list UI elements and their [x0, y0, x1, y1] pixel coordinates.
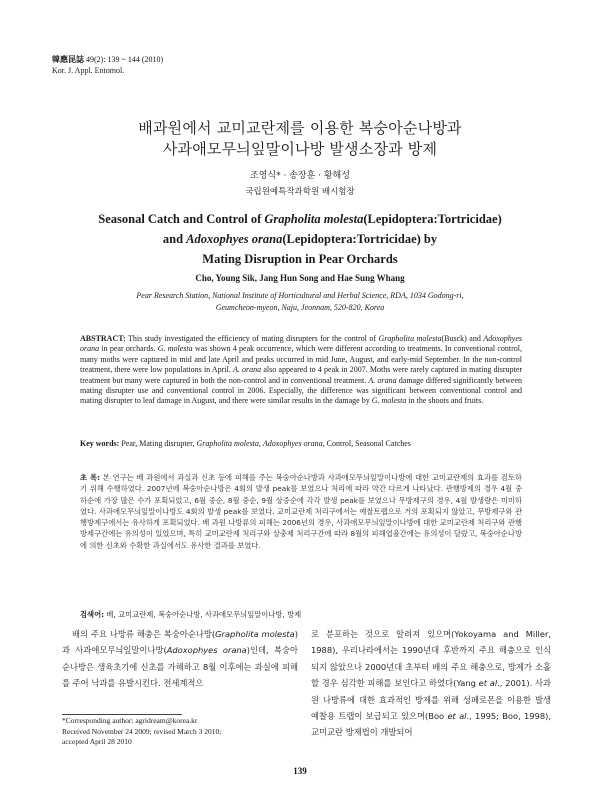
footnote	[62, 716, 298, 748]
korean-title-line1: 배과원에서 교미교란제를 이용한 복숭아순나방과	[138, 119, 462, 137]
journal-header	[52, 54, 163, 76]
journal-volume-line	[52, 54, 163, 65]
korean-affiliation: 국립원예특작과학원 배시험장	[245, 187, 355, 197]
english-affiliation	[0, 290, 600, 314]
keywords-text: , Control, Seasonal Catches	[322, 439, 411, 448]
body-text: 로 분포하는 것으로 알려져 있으며(Yokoyama and Miller, 1988), 우리나라에서는 1990년대 후반까지 주요 해충으로 인식되지 않았으나 2000년대 초부터 배의 주요 해충으로, 방제가 소홀할 경우 심각한 피해를 보인다고 하였다(Yang	[311, 629, 551, 689]
keywords-text: ,	[258, 439, 263, 448]
journal-volume-pages: 49(2): 139 ~ 144 (2010)	[84, 55, 164, 64]
english-title-line2	[0, 229, 600, 249]
english-title-line1	[0, 209, 600, 229]
body-text: 배의 주요 나방류 해충은 복숭아순나방(	[72, 629, 216, 639]
abstract-label: ABSTRACT:	[80, 334, 126, 343]
corresponding-author: *Corresponding author: agridream@korea.kr	[62, 716, 198, 725]
species-name: A. orana	[368, 375, 397, 385]
title-species-name: Adoxophyes orana	[186, 232, 283, 246]
korean-title	[0, 118, 600, 160]
title-text: Seasonal Catch and Control of	[98, 212, 265, 226]
abstract-text: (Busck) and	[441, 334, 484, 343]
keywords-label: Key words:	[80, 439, 120, 448]
citation-et-al: et al	[478, 678, 498, 689]
species-name: Grapholita molesta	[196, 439, 259, 448]
korean-title-line2: 사과애모무늬잎말이나방 발생소장과 방제	[162, 140, 438, 158]
abstract-text: also appeared to 4 peak in 2007. Moths were rarely captured in mating disrupter treatment but many were captured in both the non-control and in conventional treatment.	[80, 365, 523, 385]
english-keywords	[80, 438, 522, 449]
received-date: Received November 24 2009; revised March 3 2010;	[62, 726, 222, 736]
korean-keywords-label: 검색어:	[80, 610, 105, 619]
abstract-text: This study investigated the efficiency of mating disrupters for the control of	[125, 334, 379, 343]
title-species-name: Grapholita molesta	[264, 212, 364, 226]
abstract-text: was shown 4 peak occurrence, which were different according to treatments. In conventional control, many moths were captured in mid and late April and peaks occurred in mid June, August, and early-mid September. In the non-control treatment, there were low populations in April.	[80, 344, 523, 375]
english-abstract	[80, 334, 522, 407]
body-text: )과 사과애모무늬잎말이나방(	[62, 629, 298, 656]
journal-name-korean: 韓應昆誌	[52, 55, 84, 64]
affiliation-line: Pear Research Station, National Institute of Horticultural and Herbal Science, RDA, 1034 Godong-ri,	[136, 291, 464, 300]
abstract-text: in pear orchards.	[99, 344, 158, 354]
citation-et-al: et al	[447, 711, 467, 722]
english-title	[0, 209, 600, 269]
journal-name-english: Kor. J. Appl. Entomol.	[52, 66, 125, 75]
species-name: Adoxophyes orana	[80, 334, 522, 354]
title-text: (Lepidoptera:Tortricidae)	[363, 212, 502, 226]
species-name: Grapholita molesta	[215, 629, 295, 639]
korean-abstract-text: 본 연구는 배 과원에서 과실과 신초 등에 피해를 주는 복숭아순나방과 사과애모무늬잎말이나방에 대한 교미교란제의 효과를 검토하기 위해 수행하였다. 2007년에 복숭아순나방은 4회의 발생 peak를 보였으나 처리에 따라 약간 다르게 나타났다. 관행방제의 경우 4월 중하순에 가장 많은 수가 포획되었고, 6월 중순, 8월 중순, 9월 상중순에 각각 발생 peak를 보였으나 무방제구의 경우, 4월 발생량은 미미하였다. 사과애모무늬잎말이나방도 4회의 발생 peak를 보였다. 교미교란제 처리구에서는 예찰트랩으로 거의 포획되지 않았고, 무방제구와 관행방제구에서는 유사하게 포획되었다. 배 과원 나방류의 피해는 2006년의 경우, 사과애모무늬잎말이나방에 대한 교미교란제 처리구와 관행방제구간에는 유의성이 있었으며, 특히 교미교란제 처리구와 살충제 처리구간에 따라 8월의 피해엽율간에는 유의성이 달랐고, 복숭아순나방에 의한 신초와 수확한 과실에서도 유사한 결과를 보였다.	[80, 473, 522, 550]
species-name: G. molesta	[371, 396, 407, 406]
body-text: ., 2001). 사과원 나방류에 대한 효과적인 방제를 위해 성페로몬을 이용한 발생 예찰용 트랩이 보급되고 있으며(Boo	[311, 678, 552, 722]
korean-authors: 조영식* · 송장훈 · 황해성	[250, 171, 350, 181]
species-name: A. orana	[232, 365, 262, 375]
affiliation-line: Geumcheon-myeon, Naju, Jeonnam, 520-820, Korea	[215, 303, 385, 312]
body-text: )인데, 복숭아순나방은 생육초기에 신초를 가해하고 8월 이후에는 과실에 피해를 주어 낙과를 유발시킨다. 전세계적으	[62, 645, 298, 689]
body-left-column	[62, 626, 298, 712]
footnote-divider	[62, 714, 182, 715]
body-right-column	[311, 626, 551, 758]
korean-keywords-text: 배, 교미교란제, 복숭아순나방, 사과애모무늬잎말이나방, 방제	[104, 610, 302, 619]
abstract-text: damage differed significantly between mating disrupter use and conventional control in 2006. Especially, the difference was significant between conventional control and mating disrupter to leaf damage in August, and there were similar results in the damage by	[80, 375, 523, 406]
species-name: G. molesta	[157, 344, 193, 354]
english-authors: Cho, Young Sik, Jang Hun Song and Hae Sung Whang	[195, 273, 405, 283]
species-name: Adoxophyes orana	[166, 645, 247, 656]
accepted-date: accepted April 28 2010	[62, 737, 132, 747]
title-text: and	[162, 232, 187, 246]
page-number: 139	[293, 766, 307, 776]
species-name: Grapholita molesta	[378, 334, 442, 343]
korean-abstract	[80, 472, 522, 551]
english-title-line3: Mating Disruption in Pear Orchards	[202, 252, 398, 266]
korean-abstract-label: 초 록:	[80, 473, 100, 482]
keywords-text: Pear, Mating disrupter,	[119, 439, 197, 448]
title-text: (Lepidoptera:Tortricidae) by	[282, 232, 438, 246]
species-name: Adoxophyes orana	[262, 439, 323, 448]
abstract-text: in the shoots and fruits.	[406, 396, 484, 406]
body-text: ., 1995; Boo, 1998), 교미교란 방제법이 개발되어	[311, 711, 552, 738]
korean-keywords	[80, 609, 522, 620]
